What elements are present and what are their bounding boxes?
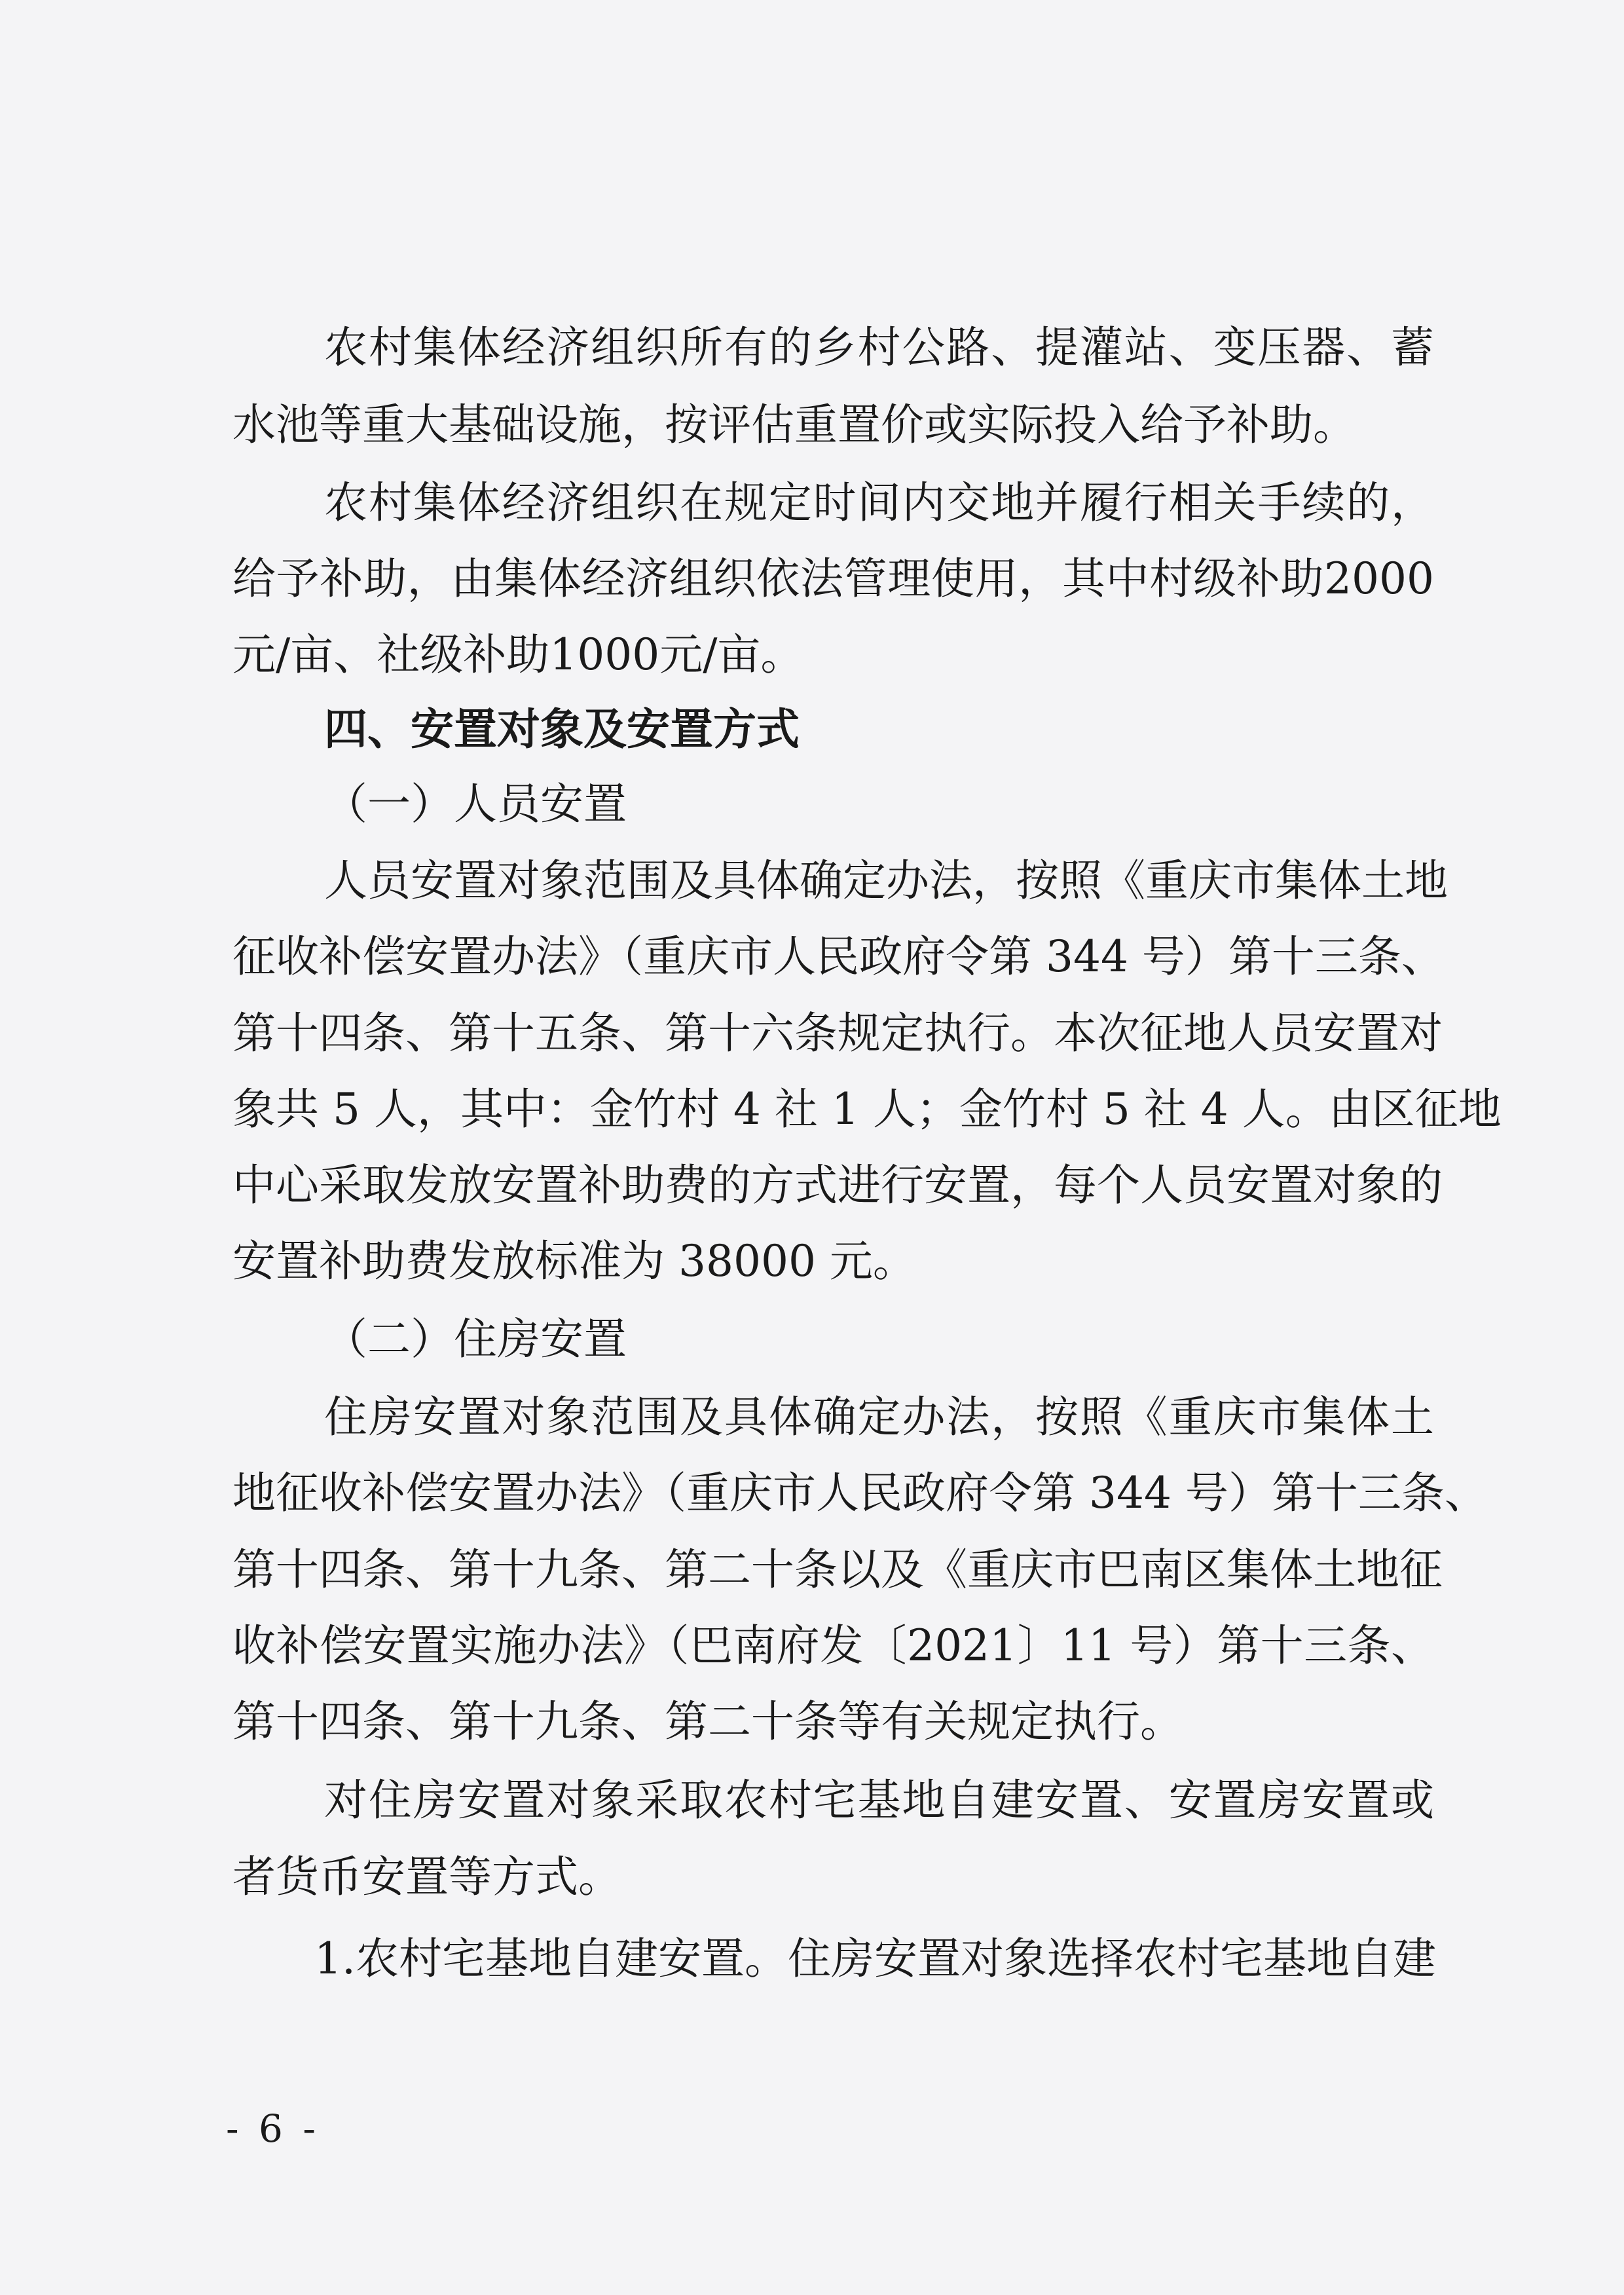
body-text-line: 地征收补偿安置办法》（重庆市人民政府令第 344 号）第十三条、 <box>232 1468 1488 1518</box>
body-text-line: 1.农村宅基地自建安置。住房安置对象选择农村宅基地自建 <box>314 1933 1436 1984</box>
body-text-line: 元/亩、社级补助1000元/亩。 <box>232 629 804 680</box>
body-text-line: 住房安置对象范围及具体确定办法，按照《重庆市集体土 <box>324 1392 1434 1442</box>
body-text-line: 第十四条、第十九条、第二十条等有关规定执行。 <box>232 1696 1183 1747</box>
subsection-heading: （二）住房安置 <box>324 1314 627 1364</box>
body-text-line: 安置补助费发放标准为 38000 元。 <box>232 1236 916 1286</box>
section-heading: 四、安置对象及安置方式 <box>324 704 800 755</box>
body-text-line: 水池等重大基础设施，按评估重置价或实际投入给予补助。 <box>232 400 1356 450</box>
body-text-line: 农村集体经济组织所有的乡村公路、提灌站、变压器、蓄 <box>324 322 1434 373</box>
body-text-line: 中心采取发放安置补助费的方式进行安置，每个人员安置对象的 <box>232 1160 1443 1210</box>
subsection-heading: （一）人员安置 <box>324 779 627 829</box>
page-number: - 6 - <box>226 2106 320 2151</box>
body-text-line: 农村集体经济组织在规定时间内交地并履行相关手续的， <box>324 477 1434 528</box>
body-text-line: 第十四条、第十五条、第十六条规定执行。本次征地人员安置对 <box>232 1008 1443 1058</box>
body-text-line: 者货币安置等方式。 <box>232 1852 621 1902</box>
body-text-line: 象共 5 人，其中：金竹村 4 社 1 人；金竹村 5 社 4 人。由区征地 <box>232 1084 1502 1134</box>
body-text-line: 对住房安置对象采取农村宅基地自建安置、安置房安置或 <box>324 1775 1434 1825</box>
body-text-line: 第十四条、第十九条、第二十条以及《重庆市巴南区集体土地征 <box>232 1544 1443 1595</box>
body-text-line: 征收补偿安置办法》（重庆市人民政府令第 344 号）第十三条、 <box>232 931 1445 982</box>
body-text-line: 给予补助，由集体经济组织依法管理使用，其中村级补助2000 <box>232 553 1434 604</box>
body-text-line: 收补偿安置实施办法》（巴南府发〔2021〕11 号）第十三条、 <box>232 1620 1434 1671</box>
body-text-line: 人员安置对象范围及具体确定办法，按照《重庆市集体土地 <box>324 855 1448 906</box>
